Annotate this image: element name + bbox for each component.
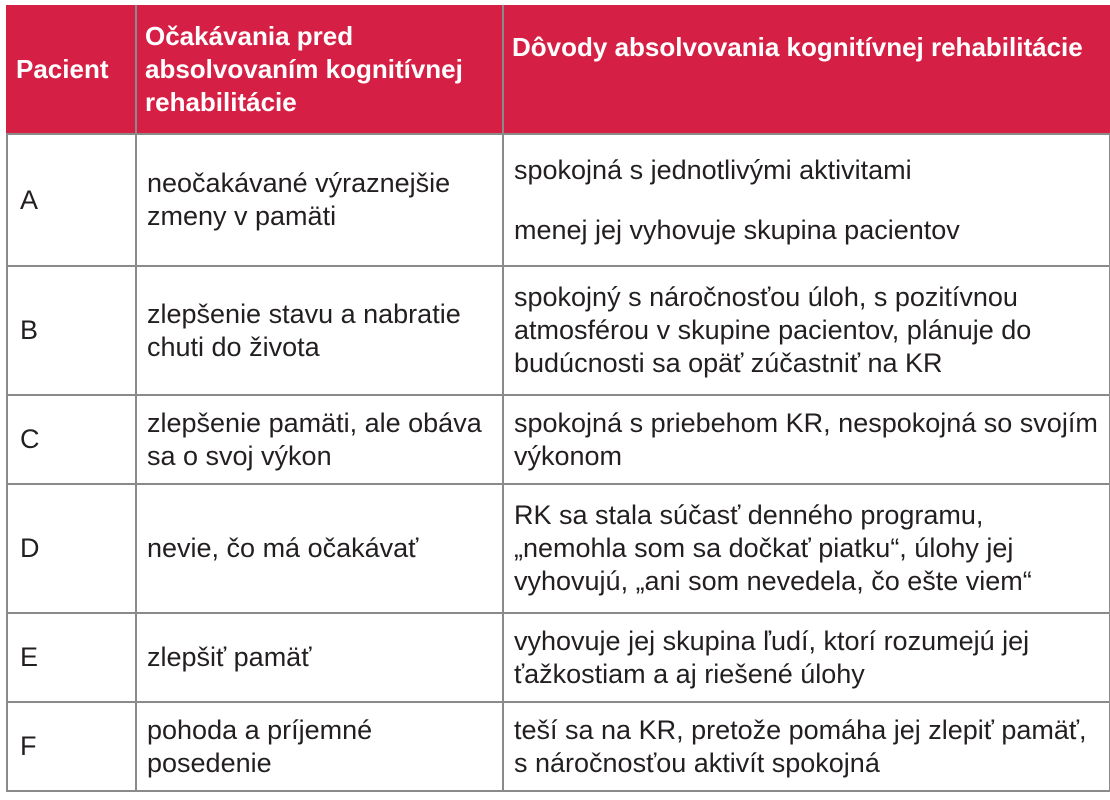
table-row xyxy=(7,702,1110,791)
reason-spacer xyxy=(514,187,1103,214)
reason-cell: RK sa stala súčasť denného programu, „nemohla som sa dočkať piatku“, úlohy jej vyhovujú, „ani som nevedela, čo ešte viem“ xyxy=(503,484,1110,613)
patient-cell: C xyxy=(7,395,136,484)
table-row xyxy=(7,484,1110,613)
patient-cell: F xyxy=(7,702,136,791)
patient-cell: D xyxy=(7,484,136,613)
expectation-cell: zlepšiť pamäť xyxy=(136,613,503,702)
reason-cell xyxy=(503,134,1110,266)
expectation-cell: neočakávané výraznejšie zmeny v pamäti xyxy=(136,134,503,266)
table-row xyxy=(7,613,1110,702)
patient-cell: E xyxy=(7,613,136,702)
table-row xyxy=(7,395,1110,484)
expectation-cell: nevie, čo má očakávať xyxy=(136,484,503,613)
reason-line: menej jej vyhovuje skupina pacientov xyxy=(514,214,960,245)
table-row xyxy=(7,266,1110,395)
header-reasons: Dôvody absolvovania kognitívnej rehabilitácie xyxy=(503,6,1110,134)
header-expectations: Očakávania pred absolvovaním kognitívnej rehabilitácie xyxy=(136,6,503,134)
reason-cell: spokojná s priebehom KR, nespokojná so svojím výkonom xyxy=(503,395,1110,484)
expectation-cell: zlepšenie pamäti, ale obáva sa o svoj výkon xyxy=(136,395,503,484)
reason-cell: teší sa na KR, pretože pomáha jej zlepiť pamäť, s náročnosťou aktivít spokojná xyxy=(503,702,1110,791)
table-row xyxy=(7,134,1110,266)
reason-cell: spokojný s náročnosťou úloh, s pozitívnou atmosférou v skupine pacientov, plánuje do budúcnosti sa opäť zúčastniť na KR xyxy=(503,266,1110,395)
header-patient: Pacient xyxy=(7,6,136,134)
reason-line: spokojná s jednotlivými aktivitami xyxy=(514,154,912,185)
header-row xyxy=(7,6,1110,134)
patient-expectations-table xyxy=(6,5,1110,792)
patient-cell: A xyxy=(7,134,136,266)
reason-cell: vyhovuje jej skupina ľudí, ktorí rozumejú jej ťažkostiam a aj riešené úlohy xyxy=(503,613,1110,702)
patient-cell: B xyxy=(7,266,136,395)
expectation-cell: zlepšenie stavu a nabratie chuti do života xyxy=(136,266,503,395)
expectation-cell: pohoda a príjemné posedenie xyxy=(136,702,503,791)
